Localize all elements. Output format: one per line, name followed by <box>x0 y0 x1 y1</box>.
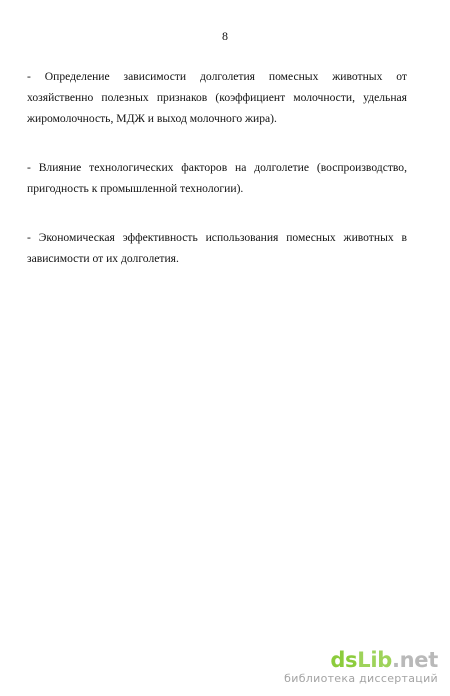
text-line: - Экономическая эффективность использования помесных животных в <box>27 231 407 244</box>
document-body <box>27 66 407 295</box>
text-line: пригодность к промышленной технологии). <box>27 182 244 195</box>
page-number: 8 <box>222 29 228 43</box>
text-line: - Влияние технологических факторов на долголетие (воспроизводство, <box>27 161 407 174</box>
paragraph-economic-efficiency <box>27 227 407 269</box>
text-line: зависимости от их долголетия. <box>27 252 179 265</box>
dslib-logo: dsLib.net <box>330 648 438 672</box>
text-line: жиромолочность, МДЖ и выход молочного жира). <box>27 112 277 125</box>
text-line: хозяйственно полезных признаков (коэффициент молочности, удельная <box>27 91 407 104</box>
paragraph-technological-factors <box>27 157 407 199</box>
paragraph-longevity-traits <box>27 66 407 129</box>
dslib-watermark <box>284 649 438 686</box>
watermark-subtitle: библиотека диссертаций <box>284 672 438 685</box>
text-line: - Определение зависимости долголетия помесных животных от <box>27 70 407 83</box>
